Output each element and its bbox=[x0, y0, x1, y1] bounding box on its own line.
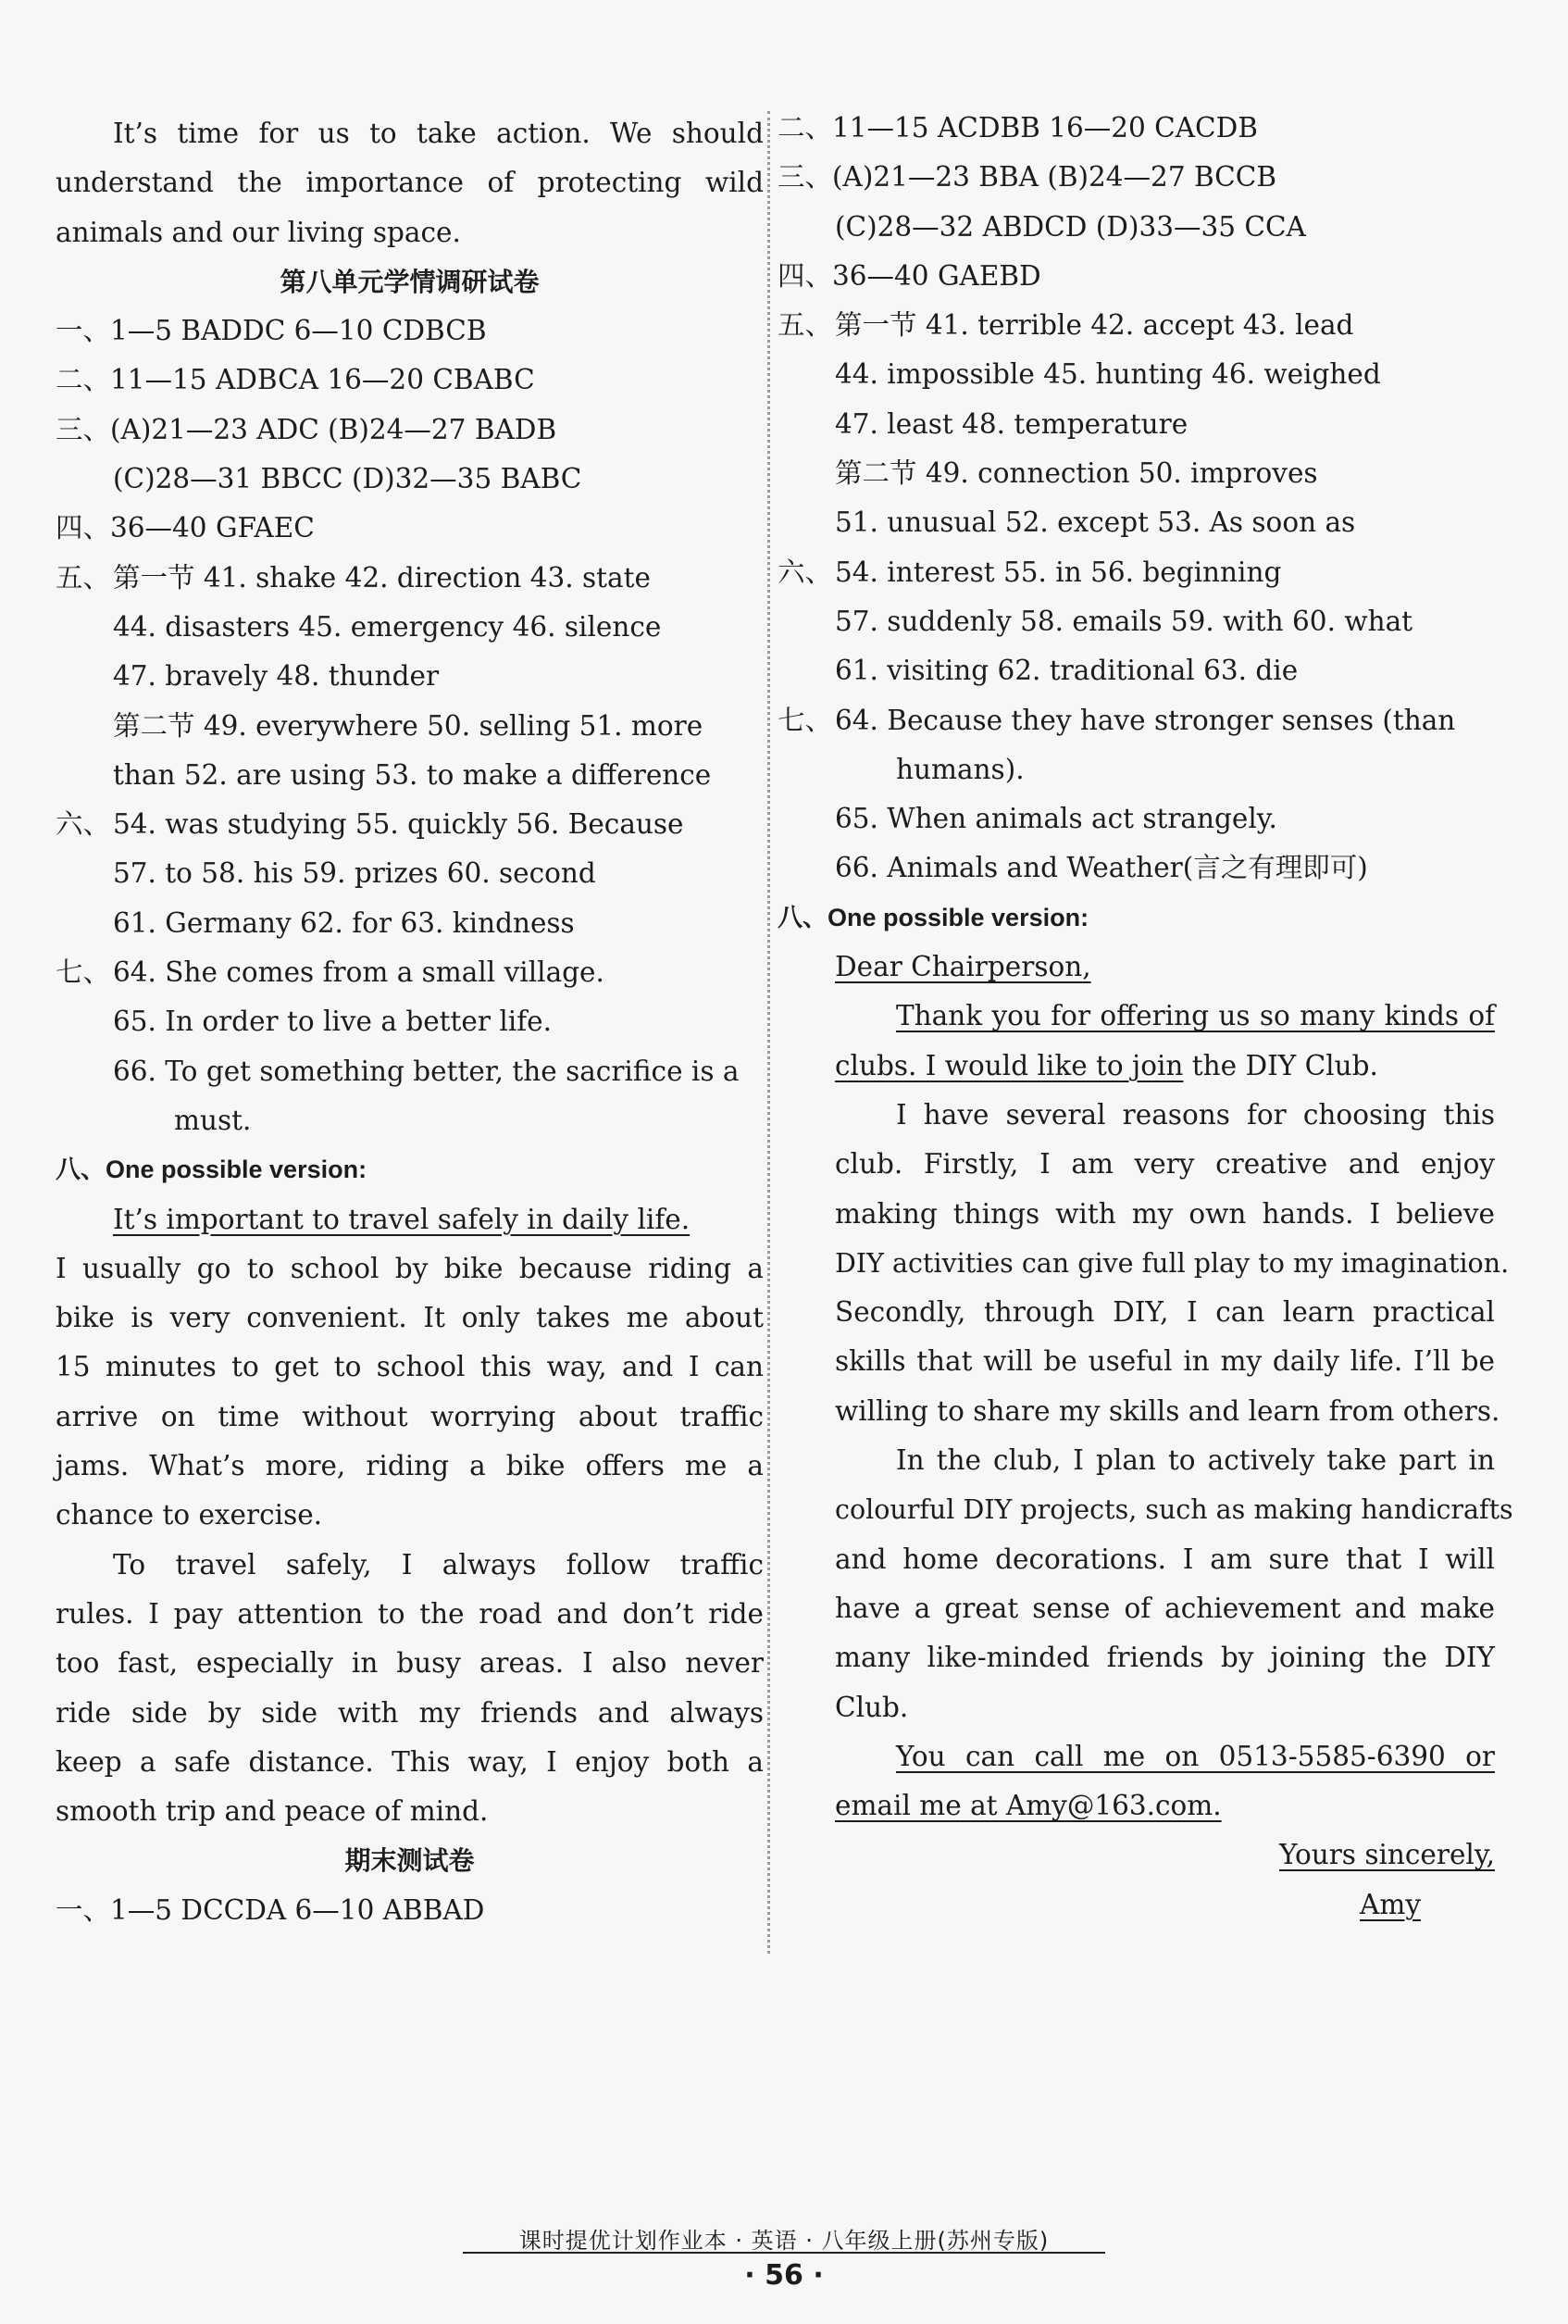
letter-signature: Amy bbox=[1360, 1888, 1421, 1920]
answer-line: than 52. are using 53. to make a difference bbox=[113, 758, 712, 791]
answer-line: 第二节 49. everywhere 50. selling 51. more bbox=[113, 709, 703, 742]
essay-line: arrive on time without worrying about traffic bbox=[56, 1400, 764, 1432]
sample-essay-label: 八、One possible version: bbox=[56, 1156, 367, 1184]
letter-line: Club. bbox=[835, 1691, 909, 1723]
answer-line: 44. disasters 45. emergency 46. silence bbox=[113, 610, 662, 643]
essay-line: understand the importance of protecting wild bbox=[56, 167, 764, 199]
essay-line: To travel safely, I always follow traffic bbox=[113, 1548, 764, 1581]
answer-line: 44. impossible 45. hunting 46. weighed bbox=[835, 358, 1381, 391]
page-number: · 56 · bbox=[744, 2259, 824, 2292]
essay-line: I usually go to school by bike because riding a bbox=[56, 1252, 764, 1284]
answer-part-3-final: 三、(A)21—23 BBA (B)24—27 BCCB bbox=[778, 161, 1277, 194]
letter-line: Secondly, through DIY, I can learn practical bbox=[835, 1296, 1495, 1329]
answer-part-3-final-cont: (C)28—32 ABDCD (D)33—35 CCA bbox=[835, 210, 1306, 243]
book-title: 课时提优计划作业本 · 英语 · 八年级上册(苏州专版) bbox=[518, 2228, 1050, 2254]
answer-line: 61. visiting 62. traditional 63. die bbox=[835, 655, 1299, 687]
answer-line: must. bbox=[174, 1104, 252, 1136]
answer-part-4: 四、36—40 GFAEC bbox=[56, 512, 315, 544]
letter-contact-line: email me at Amy@163.com. bbox=[835, 1790, 1222, 1822]
answer-line: 第二节 49. connection 50. improves bbox=[835, 457, 1318, 490]
answer-part-2-final: 二、11—15 ACDBB 16—20 CACDB bbox=[778, 112, 1258, 144]
answer-part-3-cont: (C)28—31 BBCC (D)32—35 BABC bbox=[113, 463, 582, 495]
letter-line: In the club, I plan to actively take part in bbox=[896, 1444, 1495, 1477]
letter-line: many like-minded friends by joining the DIY bbox=[835, 1642, 1495, 1674]
letter-greeting: Dear Chairperson, bbox=[835, 951, 1091, 983]
essay-line: rules. I pay attention to the road and don’t ride bbox=[56, 1597, 764, 1630]
letter-line: clubs. I would like to join bbox=[835, 1049, 1184, 1081]
part-number: 六、 bbox=[56, 808, 111, 841]
letter-line: and home decorations. I am sure that I will bbox=[835, 1543, 1495, 1575]
answer-part-4-final: 四、36—40 GAEBD bbox=[778, 259, 1041, 292]
answer-part-1: 一、1—5 BADDC 6—10 CDBCB bbox=[56, 315, 487, 347]
answer-part-5: 第一节 41. shake 42. direction 43. state bbox=[113, 561, 651, 593]
answer-line: 66. Animals and Weather(言之有理即可) bbox=[835, 852, 1368, 884]
essay-line: keep a safe distance. This way, I enjoy both a bbox=[56, 1745, 764, 1778]
answer-line: humans). bbox=[896, 753, 1025, 785]
letter-line: willing to share my skills and learn from others. bbox=[835, 1394, 1500, 1427]
right-column bbox=[778, 104, 1513, 1930]
letter-line: club. Firstly, I am very creative and enjoy bbox=[835, 1148, 1495, 1181]
letter-line: have a great sense of achievement and make bbox=[835, 1592, 1495, 1624]
letter-line: making things with my own hands. I believe bbox=[835, 1197, 1495, 1230]
essay-line: 15 minutes to get to school this way, and I can bbox=[56, 1351, 764, 1383]
letter-line: skills that will be useful in my daily life. I’ll be bbox=[835, 1345, 1495, 1378]
letter-contact-line: You can call me on 0513-5585-6390 or bbox=[896, 1740, 1495, 1772]
essay-line: It’s time for us to take action. We should bbox=[113, 118, 764, 149]
left-column bbox=[56, 109, 764, 1935]
answer-part-5-final: 第一节 41. terrible 42. accept 43. lead bbox=[835, 309, 1354, 342]
sample-letter-label: 八、One possible version: bbox=[778, 903, 1089, 931]
answer-part-7-final: 64. Because they have stronger senses (than bbox=[835, 704, 1456, 736]
answer-line: 57. suddenly 58. emails 59. with 60. what bbox=[835, 605, 1413, 637]
answer-part-6-final: 54. interest 55. in 56. beginning bbox=[835, 556, 1282, 588]
answer-part-3: 三、(A)21—23 ADC (B)24—27 BADB bbox=[56, 413, 557, 445]
essay-line: animals and our living space. bbox=[56, 216, 461, 248]
answer-line: 51. unusual 52. except 53. As soon as bbox=[835, 506, 1356, 539]
answer-part-6: 54. was studying 55. quickly 56. Because bbox=[113, 808, 684, 841]
footer-rule bbox=[463, 2252, 1105, 2254]
part-number: 七、 bbox=[778, 704, 833, 736]
essay-line: chance to exercise. bbox=[56, 1499, 323, 1531]
letter-line: colourful DIY projects, such as making handicrafts bbox=[835, 1494, 1513, 1526]
letter-closing: Yours sincerely, bbox=[1279, 1839, 1495, 1871]
essay-line: jams. What’s more, riding a bike offers me a bbox=[56, 1450, 764, 1482]
essay-line: too fast, especially in busy areas. I also never bbox=[56, 1647, 764, 1680]
letter-line: Thank you for offering us so many kinds of bbox=[896, 1000, 1495, 1032]
part-number: 七、 bbox=[56, 956, 111, 989]
answer-line: 65. In order to live a better life. bbox=[113, 1006, 552, 1038]
letter-line: I have several reasons for choosing this bbox=[896, 1098, 1495, 1131]
essay-topic-sentence: It’s important to travel safely in daily life. bbox=[113, 1203, 691, 1235]
answer-line: 65. When animals act strangely. bbox=[835, 803, 1277, 835]
part-number: 六、 bbox=[778, 556, 833, 588]
answer-part-1-final: 一、1—5 DCCDA 6—10 ABBAD bbox=[56, 1893, 485, 1926]
letter-line: DIY activities can give full play to my imagination. bbox=[835, 1247, 1510, 1279]
section-title-unit8: 第八单元学情调研试卷 bbox=[280, 266, 540, 297]
part-number: 五、 bbox=[56, 561, 111, 593]
answer-line: 47. bravely 48. thunder bbox=[113, 660, 440, 693]
answer-line: 66. To get something better, the sacrifice is a bbox=[113, 1055, 740, 1087]
answer-line: 57. to 58. his 59. prizes 60. second bbox=[113, 857, 596, 890]
answer-line: 61. Germany 62. for 63. kindness bbox=[113, 906, 575, 939]
essay-line: smooth trip and peace of mind. bbox=[56, 1795, 489, 1828]
section-title-final: 期末测试卷 bbox=[344, 1845, 475, 1877]
essay-line: bike is very convenient. It only takes me about bbox=[56, 1302, 764, 1334]
answer-line: 47. least 48. temperature bbox=[835, 407, 1188, 440]
letter-line: the DIY Club. bbox=[1183, 1049, 1378, 1081]
part-number: 五、 bbox=[778, 309, 833, 342]
answer-part-2: 二、11—15 ADBCA 16—20 CBABC bbox=[56, 364, 535, 396]
column-divider bbox=[767, 111, 770, 1954]
answer-part-7: 64. She comes from a small village. bbox=[113, 956, 604, 989]
essay-line: ride side by side with my friends and always bbox=[56, 1696, 764, 1729]
